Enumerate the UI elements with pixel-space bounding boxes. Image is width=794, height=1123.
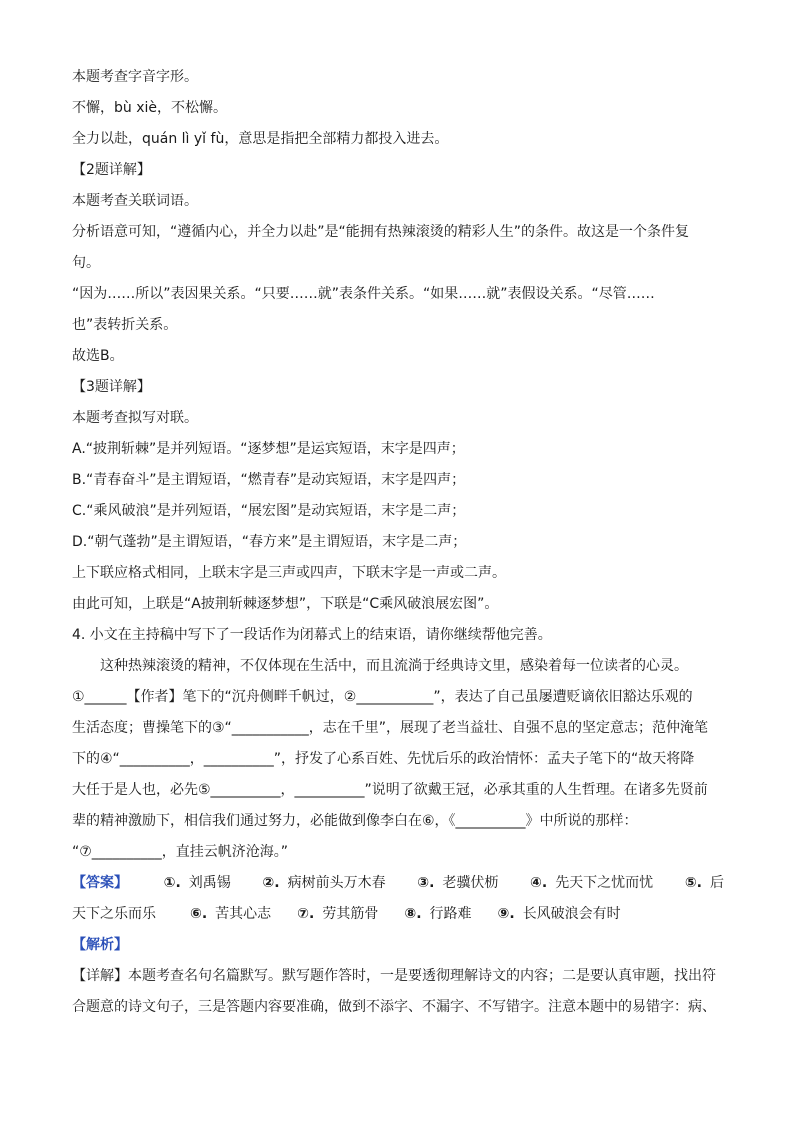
answer-text: 老骥伏枥: [442, 875, 499, 891]
answer-number: ③.: [417, 875, 435, 891]
answer-number: ⑥.: [190, 906, 208, 922]
answer-item: [685, 868, 724, 899]
answer-number: ⑤.: [684, 875, 702, 891]
answer-text: 后: [709, 875, 724, 891]
text-line: 本题考查字音字形。: [72, 69, 198, 85]
answer-item: [164, 868, 231, 899]
answer-text: 病树前头万木春: [287, 875, 386, 891]
document-page: [72, 62, 724, 1023]
answer-item: [530, 868, 653, 899]
text-line: 辈的精神激励下，相信我们通过努力，必能做到像李白在⑥，《__________》中所说的那样：: [72, 813, 638, 829]
answer-text: 劳其筋骨: [322, 906, 379, 922]
answer-item: [297, 899, 378, 930]
analysis-label: 【解析】: [72, 937, 128, 953]
answer-text: 苦其心志: [215, 906, 272, 922]
section-heading: 【3题详解】: [72, 379, 151, 395]
answer-number: ⑧.: [404, 906, 422, 922]
text-line: 句。: [72, 255, 100, 271]
text-line: “因为……所以”表因果关系。“只要……就”表条件关系。“如果……就”表假设关系。“尽管……: [72, 286, 655, 302]
text-line: 大任于是人也，必先⑤__________，__________”说明了欲戴王冠，必承其重的人生哲理。在诸多先贤前: [72, 782, 708, 798]
answer-number: ⑦.: [297, 906, 315, 922]
text-line: 生活态度；曹操笔下的③“___________，志在千里”，展现了老当益壮、自强不息的坚定意志；范仲淹笔: [72, 720, 709, 736]
text-line: B.“青春奋斗”是主谓短语，“燃青春”是动宾短语，末字是四声；: [72, 472, 466, 488]
text-line: ①______【作者】笔下的“沉舟侧畔千帆过，②___________”，表达了自己虽屡遭贬谪依旧豁达乐观的: [72, 689, 693, 705]
answer-text: 长风破浪会有时: [522, 906, 621, 922]
answer-item: [190, 899, 271, 930]
section-heading: 【2题详解】: [72, 162, 151, 178]
text-line: 故选B。: [72, 348, 124, 364]
text-line: 本题考查拟写对联。: [72, 410, 198, 426]
answer-label: 【答案】: [72, 875, 128, 891]
answer-number: ⑨.: [497, 906, 515, 922]
text-line: 也”表转折关系。: [72, 317, 178, 333]
answer-number: ④.: [530, 875, 548, 891]
text-line: 本题考查关联词语。: [72, 193, 198, 209]
text-line: 这种热辣滚烫的精神，不仅体现在生活中，而且流淌于经典诗文里，感染着每一位读者的心灵。: [100, 658, 688, 674]
answer-text: 刘禹锡: [188, 875, 231, 891]
text-line: 不懈，bù xiè，不松懈。: [72, 100, 227, 116]
answer-item: [262, 868, 385, 899]
text-line: D.“朝气蓬勃”是主谓短语，“春方来”是主谓短语，末字是二声；: [72, 534, 467, 550]
text-line: 合题意的诗文句子，三是答题内容要准确，做到不添字、不漏字、不写错字。注意本题中的易错字：病、: [72, 999, 716, 1015]
text-line: 下的④“__________，__________”，抒发了心系百姓、先忧后乐的政治情怀：孟夫子笔下的“故天将降: [72, 751, 695, 767]
answer-text: 先天下之忧而忧: [555, 875, 654, 891]
answer-row: [72, 899, 724, 930]
text-line: 【详解】本题考查名句名篇默写。默写题作答时，一是要透彻理解诗文的内容；二是要认真审题，找出符: [72, 968, 716, 984]
text-line: 由此可知，上联是“A披荆斩棘逐梦想”，下联是“C乘风破浪展宏图”。: [72, 596, 499, 612]
question-title: 4. 小文在主持稿中写下了一段话作为闭幕式上的结束语，请你继续帮他完善。: [72, 627, 552, 643]
answer-item: [417, 868, 498, 899]
answer-number: ①.: [163, 875, 181, 891]
text-line: 上下联应格式相同，上联末字是三声或四声，下联末字是一声或二声。: [72, 565, 506, 581]
answer-row: [72, 868, 724, 899]
answer-text: 行路难: [429, 906, 472, 922]
text-line: 全力以赴，quán lì yǐ fù，意思是指把全部精力都投入进去。: [72, 131, 449, 147]
answer-item: [404, 899, 471, 930]
text-line: “⑦__________，直挂云帆济沧海。”: [72, 844, 289, 860]
answer-text: 天下之乐而乐: [72, 906, 156, 922]
text-line: 分析语意可知，“遵循内心，并全力以赴”是“能拥有热辣滚烫的精彩人生”的条件。故这是一个条件复: [72, 224, 690, 240]
text-line: C.“乘风破浪”是并列短语，“展宏图”是动宾短语，末字是二声；: [72, 503, 466, 519]
answer-item: [498, 899, 621, 930]
text-line: A.“披荆斩棘”是并列短语。“逐梦想”是运宾短语，末字是四声；: [72, 441, 465, 457]
answer-number: ②.: [262, 875, 280, 891]
